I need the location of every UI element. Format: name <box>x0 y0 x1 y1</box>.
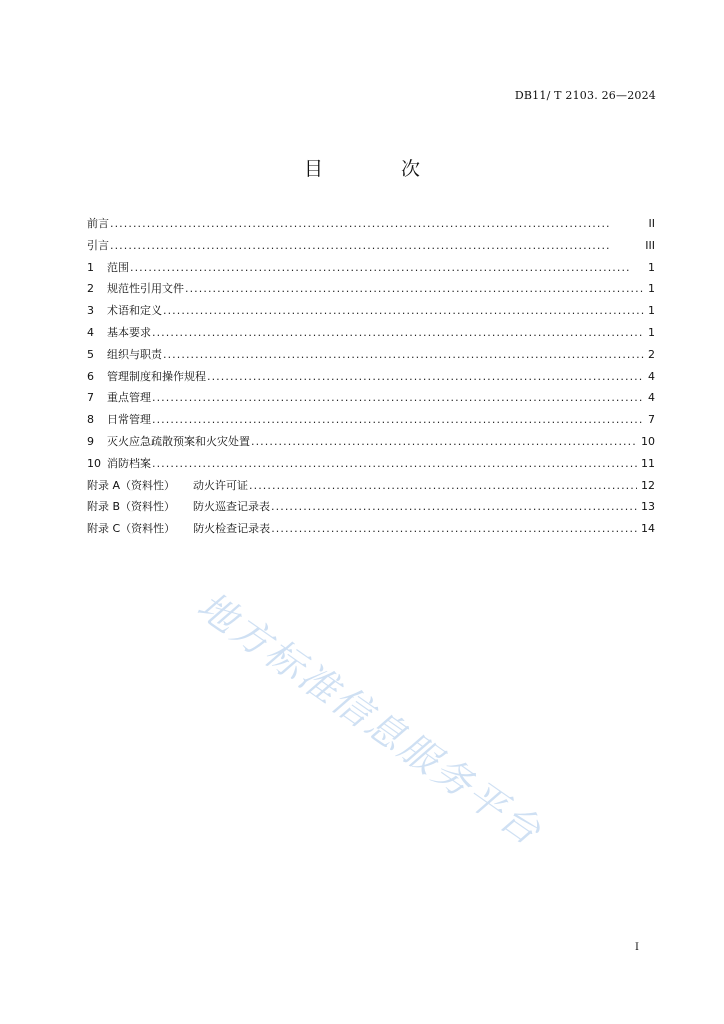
toc-entry-page: III <box>645 238 655 252</box>
toc-entry-label: 附录 A（资料性） <box>87 478 176 492</box>
toc-entry-page: 2 <box>648 347 655 361</box>
toc-dot-leader <box>271 500 637 513</box>
toc-entry[interactable] <box>87 477 655 499</box>
toc-entry-page: 1 <box>648 282 655 296</box>
toc-entry[interactable] <box>87 237 655 259</box>
table-of-contents <box>87 215 655 542</box>
toc-dot-leader <box>152 391 644 404</box>
toc-entry[interactable] <box>87 324 655 346</box>
toc-entry-page: 13 <box>641 500 655 514</box>
toc-entry-subtitle: 动火许可证 <box>193 478 249 492</box>
toc-entry-subtitle: 防火巡查记录表 <box>193 500 271 514</box>
toc-entry-number: 7 <box>87 391 94 405</box>
toc-entry-label: 前言 <box>87 217 109 230</box>
toc-dot-leader <box>152 326 644 339</box>
toc-entry-page: 11 <box>641 456 655 470</box>
toc-entry-page: 1 <box>648 325 655 339</box>
toc-entry[interactable] <box>87 433 655 455</box>
toc-entry-page: 7 <box>648 413 655 427</box>
toc-entry-label: 术语和定义 <box>107 304 162 318</box>
toc-entry-label: 消防档案 <box>107 456 151 470</box>
toc-entry-label: 重点管理 <box>107 391 151 405</box>
toc-entry-label: 组织与职责 <box>107 347 162 361</box>
toc-dot-leader <box>152 413 644 426</box>
toc-entry-subtitle: 防火检查记录表 <box>193 522 271 536</box>
toc-entry-number: 3 <box>87 304 94 318</box>
toc-entry[interactable] <box>87 368 655 390</box>
toc-dot-leader <box>271 522 637 535</box>
toc-dot-leader <box>130 261 644 274</box>
toc-dot-leader <box>152 457 637 470</box>
toc-entry-label: 附录 C（资料性） <box>87 522 176 536</box>
toc-dot-leader <box>249 479 637 492</box>
toc-entry-label: 范围 <box>107 260 129 274</box>
toc-entry-page: 10 <box>641 434 655 448</box>
toc-entry[interactable] <box>87 520 655 542</box>
toc-entry[interactable] <box>87 498 655 520</box>
toc-entry[interactable] <box>87 280 655 302</box>
toc-dot-leader <box>185 282 644 295</box>
standard-code: DB11/ T 2103. 26—2024 <box>514 89 656 102</box>
toc-entry-number: 8 <box>87 413 94 427</box>
toc-entry-page: 14 <box>641 522 655 536</box>
toc-entry[interactable] <box>87 215 655 237</box>
toc-entry[interactable] <box>87 455 655 477</box>
toc-entry-page: 4 <box>648 391 655 405</box>
toc-entry-page: 1 <box>648 260 655 274</box>
toc-entry-number: 6 <box>87 369 94 383</box>
watermark: 地方标准信息服务平台 <box>189 583 551 855</box>
toc-dot-leader <box>251 435 637 448</box>
toc-dot-leader <box>163 348 644 361</box>
toc-entry-label: 日常管理 <box>107 413 151 427</box>
toc-entry[interactable] <box>87 389 655 411</box>
toc-entry-number: 5 <box>87 347 94 361</box>
toc-entry-label: 附录 B（资料性） <box>87 500 176 514</box>
toc-title: 目 次 <box>303 158 457 180</box>
page-number: I <box>635 942 639 953</box>
toc-entry-label: 灭火应急疏散预案和火灾处置 <box>107 434 250 448</box>
toc-entry[interactable] <box>87 346 655 368</box>
toc-dot-leader <box>163 304 644 317</box>
toc-entry-number: 1 <box>87 260 94 274</box>
toc-entry-number: 4 <box>87 325 94 339</box>
toc-entry-page: 4 <box>648 369 655 383</box>
toc-entry-page: 12 <box>641 478 655 492</box>
toc-entry-number: 9 <box>87 434 94 448</box>
toc-dot-leader <box>110 239 641 252</box>
toc-entry-label: 管理制度和操作规程 <box>107 369 206 383</box>
toc-entry-number: 10 <box>87 456 101 470</box>
toc-dot-leader <box>110 217 645 230</box>
toc-entry-label: 引言 <box>87 238 109 252</box>
toc-entry-page: 1 <box>648 304 655 318</box>
toc-entry-number: 2 <box>87 282 94 296</box>
toc-entry[interactable] <box>87 411 655 433</box>
toc-entry-label: 规范性引用文件 <box>107 282 184 296</box>
toc-entry-page: II <box>648 217 655 230</box>
toc-dot-leader <box>207 370 644 383</box>
toc-entry-label: 基本要求 <box>107 325 151 339</box>
toc-entry[interactable] <box>87 302 655 324</box>
toc-entry[interactable] <box>87 259 655 281</box>
